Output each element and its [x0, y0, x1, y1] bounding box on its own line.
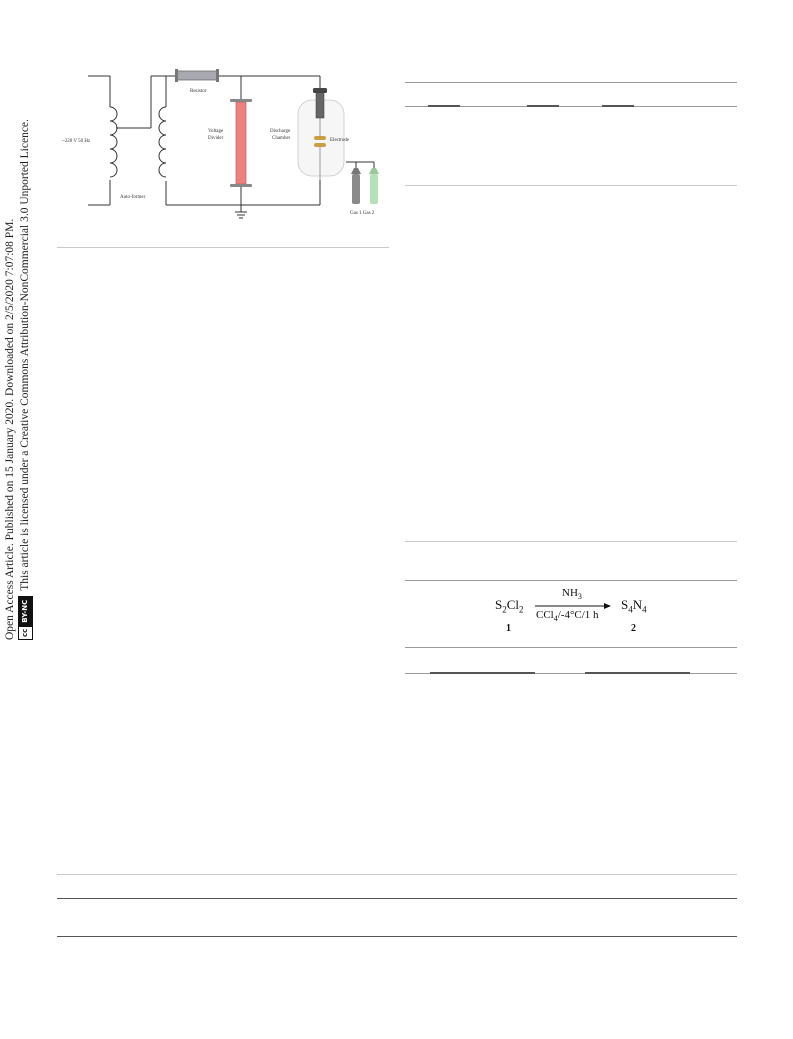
product-formula: $S_4N_4$ [621, 597, 647, 615]
voltage-divider-label: Voltage [208, 129, 224, 134]
circuit-diagram [58, 62, 388, 232]
product-number: 2 [631, 623, 636, 634]
table-top-rule [405, 82, 737, 83]
reagent-bottom: CCl$_4$/-4°C/1 h [536, 609, 599, 624]
reactant-number: 1 [506, 623, 511, 634]
electrode-lower [314, 143, 326, 147]
gas-cylinder-2 [370, 174, 378, 204]
reactant-formula: $S_2Cl_2$ [495, 597, 524, 615]
discharge-chamber-label-2: Chamber [272, 136, 291, 141]
power-label: ~220 V 50 Hz [62, 139, 91, 144]
gas-cylinder-1 [352, 174, 360, 204]
table-bottom-rule [405, 185, 737, 186]
autoformer-label: Auto-former [120, 195, 146, 200]
cc-license-icon[interactable]: cc BY-NC [18, 596, 33, 640]
electrode-upper [314, 136, 326, 140]
resistor-label: Resistor [190, 89, 207, 94]
discharge-chamber-label: Discharge [270, 129, 291, 134]
reaction-scheme [405, 585, 737, 643]
license-banner [3, 119, 33, 640]
scheme-top-rule [405, 580, 737, 581]
electrode-label: Electrode [330, 138, 350, 143]
voltage-divider-label-2: Divider [208, 136, 224, 141]
bottom-table-top-rule [57, 874, 737, 875]
gas-label: Gas 1 Gas 2 [350, 211, 375, 216]
publication-notice: Open Access Article. Published on 15 January 2020. Downloaded on 2/5/2020 7:07:08 PM. [4, 218, 16, 640]
circuit-figure [58, 62, 388, 232]
scheme-bottom-rule [405, 647, 737, 648]
bottom-table-header-rule [57, 898, 737, 899]
voltage-divider [236, 102, 246, 184]
resistor [176, 71, 218, 80]
figure-bottom-rule [57, 247, 389, 248]
bottom-table-bottom-rule [57, 936, 737, 937]
scheme-section-rule [405, 541, 737, 542]
license-notice: This article is licensed under a Creative Commons Attribution-NonCommercial 3.0 Unported Licence. [19, 119, 31, 591]
reagent-top: $NH_3$ [562, 587, 582, 602]
